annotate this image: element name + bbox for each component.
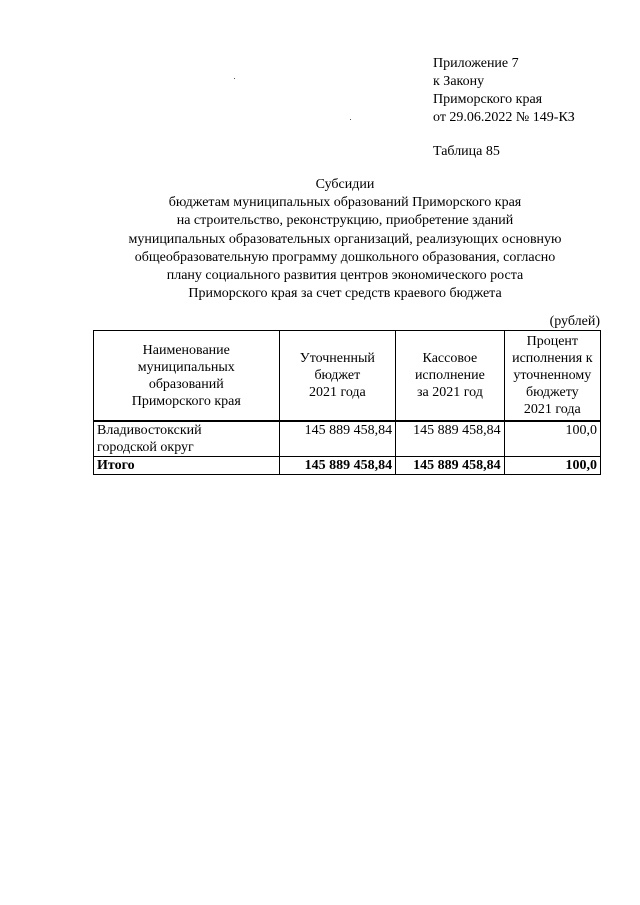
header-line: исполнение	[414, 368, 485, 383]
municipality-name-line: городской округ	[97, 440, 194, 455]
header-line: 2021 года	[523, 402, 581, 417]
total-budget: 145 889 458,84	[279, 457, 396, 475]
title-line: общеобразовательную программу дошкольного образования, согласно	[134, 249, 556, 265]
appendix-line: к Закону	[433, 74, 485, 89]
appendix-line: Приморского края	[433, 92, 543, 107]
header-line: образований	[148, 376, 224, 392]
table-header-row	[94, 331, 601, 421]
table-label: Таблица 85	[433, 144, 500, 159]
title-line: Субсидии	[315, 177, 375, 192]
header-line: Приморского края	[131, 393, 241, 409]
budget-value: 145 889 458,84	[279, 422, 396, 457]
total-percent: 100,0	[504, 457, 600, 475]
total-execution: 145 889 458,84	[396, 457, 504, 475]
header-line: бюджет	[314, 368, 361, 383]
percent-value: 100,0	[504, 422, 600, 457]
header-execution	[396, 331, 504, 421]
appendix-reference	[433, 55, 575, 127]
header-line: муниципальных	[137, 359, 235, 375]
title-line: муниципальных образовательных организаций, реализующих основную	[128, 231, 562, 247]
header-line: Наименование	[142, 342, 230, 358]
execution-value: 145 889 458,84	[396, 422, 504, 457]
appendix-line: Приложение 7	[433, 56, 519, 71]
total-label: Итого	[94, 457, 280, 475]
title-line: плану социального развития центров экономического роста	[166, 268, 524, 284]
scan-speck	[234, 78, 235, 79]
appendix-line: от 29.06.2022 № 149-КЗ	[433, 110, 575, 125]
header-line: Кассовое	[422, 351, 478, 366]
header-budget	[279, 331, 396, 421]
title-line: Приморского края за счет средств краевого бюджета	[188, 286, 502, 302]
subsidies-table	[93, 330, 601, 475]
header-line: уточненному	[513, 368, 592, 383]
header-line: Процент	[526, 334, 579, 349]
header-line: бюджету	[526, 385, 579, 400]
municipality-name	[94, 422, 280, 457]
unit-label: (рублей)	[549, 314, 600, 329]
header-line: 2021 года	[308, 385, 366, 400]
header-municipality	[94, 331, 280, 421]
document-title	[80, 176, 610, 303]
header-line: за 2021 год	[416, 385, 483, 400]
header-line: Уточненный	[299, 351, 375, 366]
table-row	[94, 422, 601, 457]
municipality-name-line: Владивостокский	[97, 423, 202, 438]
header-percent	[504, 331, 600, 421]
title-line: бюджетам муниципальных образований Приморского края	[168, 195, 522, 211]
title-line: на строительство, реконструкцию, приобретение зданий	[176, 213, 514, 229]
scan-speck	[350, 119, 351, 120]
total-row	[94, 457, 601, 475]
header-line: исполнения к	[512, 351, 593, 366]
